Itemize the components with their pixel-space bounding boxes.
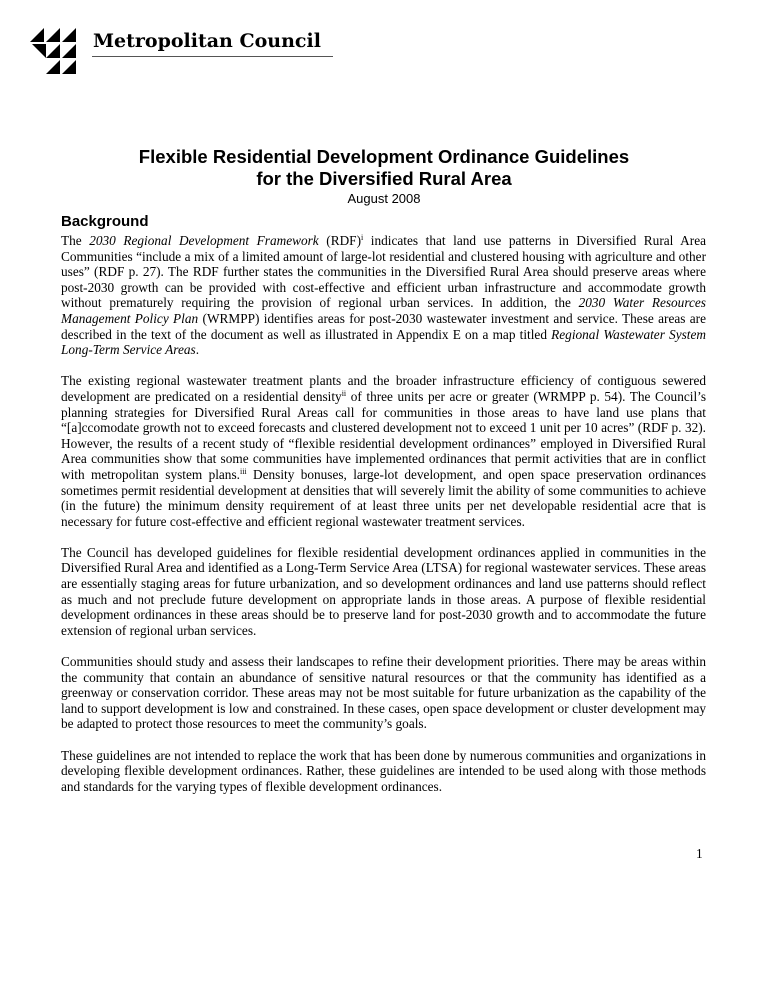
italic-title: 2030 Regional Development Framework (89, 233, 319, 248)
paragraph (61, 545, 706, 639)
footnote-ref: iii (239, 466, 247, 476)
section-heading: Background (61, 213, 149, 230)
body-text (61, 233, 706, 810)
document-title-line2: for the Diversified Rural Area (256, 168, 512, 189)
text-run: (RDF) (318, 233, 362, 248)
text-run: Density bonuses, large-lot development, and open space preservation ordinances sometimes permit residential development at densities that will severely limit the ability of some communities to achieve (in the future) the minimum density requirement of at least three units per net developable residential acre that is necessary for future cost-effective and efficient regional wastewater treatment services. (61, 466, 706, 529)
text-run: indicates that land use patterns in Diversified Rural Area Communities “include a mix of a limited amount of large-lot residential and clustered housing with agriculture and other uses” (RDF p. 27). The RDF further states the communities in the Diversified Rural Area should preserve areas where post-2030 growth can be provided with cost-effective and efficient urban infrastructure and accommodate growth without prematurely requiring the provision of regional urban services. In addition, the (61, 233, 707, 311)
italic-title: Regional Wastewater System Long-Term Service Areas (61, 326, 706, 358)
paragraph (61, 373, 706, 529)
text-run: The existing regional wastewater treatment plants and the broader infrastructure efficiency of contiguous sewered development are predicated on a residential density (61, 373, 706, 404)
triangles-logo-icon (30, 26, 90, 76)
paragraph (61, 748, 706, 795)
document-title-line1: Flexible Residential Development Ordinance Guidelines (138, 146, 630, 167)
paragraph (61, 654, 706, 732)
text-run: Communities should study and assess their landscapes to refine their development priorities. There may be areas within the community that contain an abundance of sensitive natural resources or that the community has identified as a greenway or conservation corridor. These areas may not be most suitable for future urbanization as the capability of the land to support development is low and constrained. In these cases, open space development or cluster development may be adapted to protect those resources to meet the community’s goals. (61, 654, 706, 732)
text-run: of three units per acre or greater (WRMPP p. 54). The Council’s planning strategies for Diversified Rural Areas call for communities in those areas to have land use plans that “[a]ccomodate growth not to exceed forecasts and clustered development not to exceed 1 unit per 10 acres” (RDF p. 32). However, the results of a recent study of “flexible residential development ordinances” employed in Diversified Rural Area communities show that some communities have implemented ordinances that permit activities that are in conflict with metropolitan system plans. (61, 388, 707, 482)
text-run: . (195, 342, 200, 358)
text-run: The Council has developed guidelines for flexible residential development ordinances applied in communities in the Diversified Rural Area and identified as a Long-Term Service Area (LTSA) for regional wastewater services. These areas are essentially staging areas for future urbanization, and so development ordinances and land use patterns should reflect as much and not preclude future development on appropriate lands in those areas. A purpose of flexible residential development ordinances in these areas should be to preserve land for post-2030 growth and to accommodate the future extension of regional urban services. (61, 544, 706, 638)
italic-title: 2030 Water Resources Management Policy Plan (61, 295, 706, 326)
logo-rule (92, 56, 333, 57)
metropolitan-council-logo (30, 26, 335, 76)
text-run: (WRMPP) identifies areas for post-2030 wastewater investment and service. These areas are described in the text of the document as well as illustrated in Appendix E on a map titled (61, 310, 706, 342)
logo-text: Metropolitan Council (93, 30, 321, 52)
footnote-ref: i (361, 233, 364, 242)
document-date: August 2008 (347, 191, 421, 206)
text-run: These guidelines are not intended to replace the work that has been done by numerous communities and organizations in developing flexible development ordinances. Rather, these guidelines are intended to be used along with those methods and standards for the varying types of flexible development ordinances. (61, 747, 706, 794)
paragraph (61, 233, 706, 358)
text-run: The (61, 233, 90, 248)
footnote-ref: ii (341, 388, 347, 398)
page-number: 1 (696, 846, 703, 861)
